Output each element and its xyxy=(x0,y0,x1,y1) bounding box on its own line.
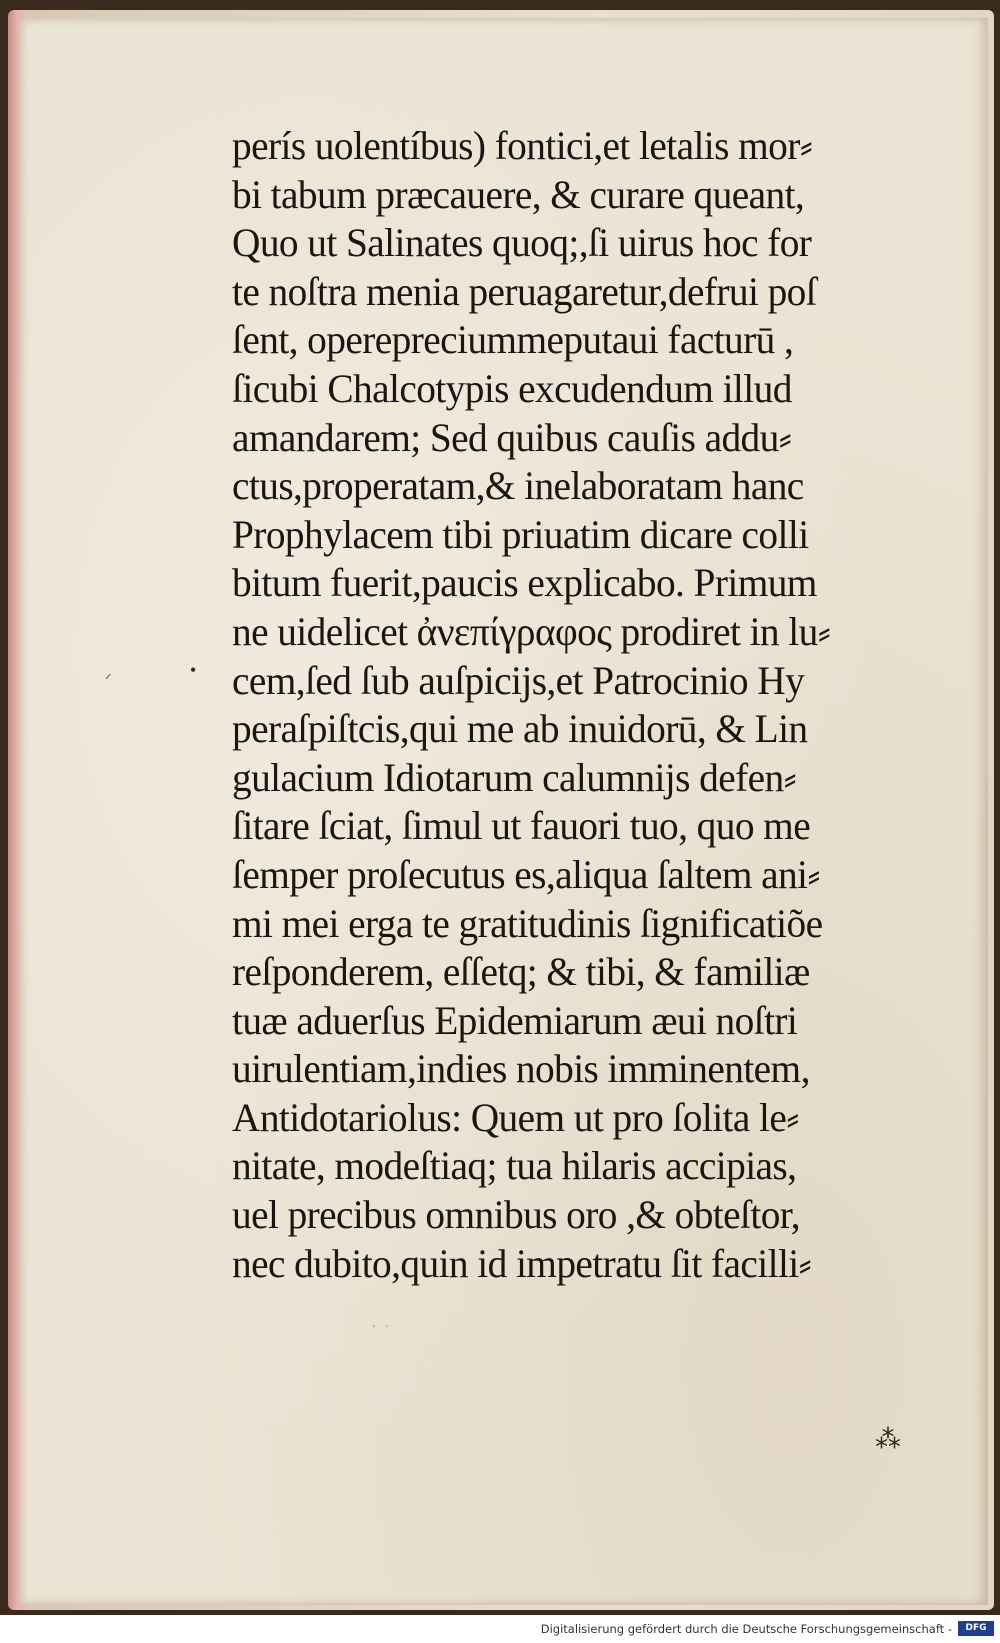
text-line: bitum fuerit,paucis explicabo. Primum xyxy=(232,560,817,606)
text-line: ctus,properatam,& inelaboratam hanc xyxy=(232,463,804,509)
dfg-logo-icon: DFG xyxy=(958,1621,994,1636)
text-line: ſent, operepreciummeputaui facturū , xyxy=(232,317,794,363)
text-line: tuæ aduerſus Epidemiarum æui noſtri xyxy=(232,997,798,1043)
text-line: mi mei erga te gratitudinis ſignificatiõe xyxy=(232,900,823,946)
text-line: gulacium Idiotarum calumnijs defen⸗ xyxy=(232,754,797,800)
text-line: uirulentiam,indies nobis imminentem, xyxy=(232,1046,810,1092)
footer-bar xyxy=(0,1615,1000,1643)
text-line: bi tabum præcauere, & curare queant, xyxy=(232,171,805,217)
text-line: nec dubito,quin id impetratu ſit facilli⸗ xyxy=(232,1240,812,1286)
text-line: nitate, modeſtiaq; tua hilaris accipias, xyxy=(232,1143,797,1189)
text-line: Quo ut Salinates quoq;,ſi uirus hoc for xyxy=(232,220,812,266)
text-line: ne uidelicet ἀνεπίγραφος prodiret in lu⸗ xyxy=(232,608,831,654)
text-line: Antidotariolus: Quem ut pro ſolita le⸗ xyxy=(232,1094,799,1140)
text-line: ſemper proſecutus es,aliqua ſaltem ani⸗ xyxy=(232,851,820,897)
text-line: ſicubi Chalcotypis excudendum illud xyxy=(232,365,792,411)
page-text xyxy=(232,122,972,1288)
ink-dot-mark: • xyxy=(190,660,197,680)
text-line: amandarem; Sed quibus cauſis addu⸗ xyxy=(232,414,792,460)
text-line: peraſpiſtcis,qui me ab inuidorū, & Lin xyxy=(232,706,808,752)
text-line: te noſtra menia peruagaretur,defrui poſ xyxy=(232,268,817,314)
text-line: ſitare ſciat, ſimul ut fauori tuo, quo me xyxy=(232,803,811,849)
text-line: Prophylacem tibi priuatim dicare colli xyxy=(232,511,809,557)
catchword-mark-icon: ⁂ xyxy=(875,1425,901,1454)
text-line: reſponderem, eſſetq; & tibi, & familiæ xyxy=(232,949,810,995)
text-line: uel precibus omnibus oro ,& obteſtor, xyxy=(232,1192,800,1238)
text-line: perís uolentíbus) fontici,et letalis mor⸗ xyxy=(232,123,813,168)
footer-credit: Digitalisierung gefördert durch die Deutsche Forschungsgemeinschaft - xyxy=(540,1622,952,1636)
pencil-tick-mark: ᐟ xyxy=(105,672,112,689)
text-line: cem,ſed ſub auſpicijs,et Patrocinio Hy xyxy=(232,657,805,703)
faint-show-through-mark: ˙ ˙ xyxy=(370,1320,391,1345)
